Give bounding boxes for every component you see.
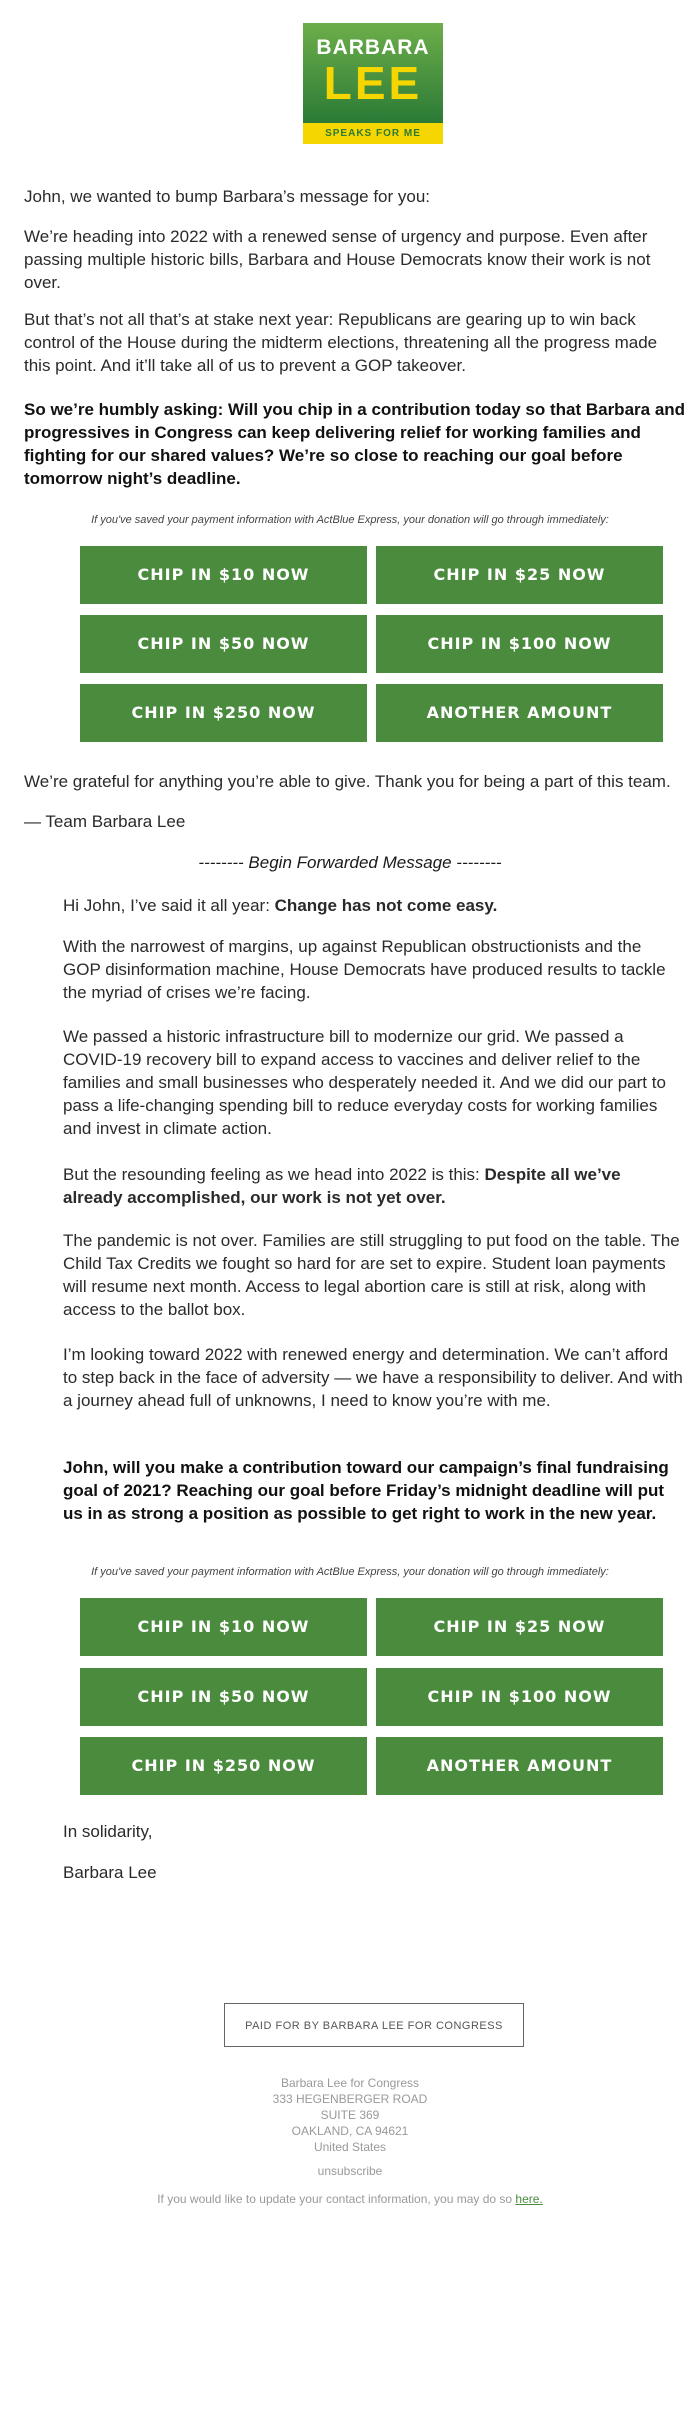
address-org: Barbara Lee for Congress: [280, 2076, 420, 2090]
chip-in-25-button[interactable]: CHIP IN $25 NOW: [376, 546, 663, 604]
letter-paragraph-4-text: But the resounding feeling as we head into 2022 is this:: [63, 1165, 485, 1184]
another-amount-button-2[interactable]: ANOTHER AMOUNT: [376, 1737, 663, 1795]
update-text: If you would like to update your contact information, you may do so: [157, 2192, 516, 2206]
unsubscribe-link[interactable]: unsubscribe: [317, 2164, 383, 2178]
address-city: OAKLAND, CA 94621: [291, 2124, 409, 2138]
actblue-note: If you've saved your payment information with ActBlue Express, your donation will go through immediately:: [91, 514, 609, 526]
letter-opening: [63, 894, 683, 917]
chip-in-50-button-2[interactable]: CHIP IN $50 NOW: [80, 1668, 367, 1726]
letter-paragraph-4: [63, 1163, 683, 1209]
logo-first-name: BARBARA: [316, 36, 430, 59]
actblue-note-2: If you've saved your payment information with ActBlue Express, your donation will go through immediately:: [91, 1566, 609, 1578]
chip-in-250-button-2[interactable]: CHIP IN $250 NOW: [80, 1737, 367, 1795]
chip-in-250-button[interactable]: CHIP IN $250 NOW: [80, 684, 367, 742]
address-street: 333 HEGENBERGER ROAD: [272, 2092, 428, 2106]
chip-in-10-button-2[interactable]: CHIP IN $10 NOW: [80, 1598, 367, 1656]
another-amount-button[interactable]: ANOTHER AMOUNT: [376, 684, 663, 742]
letter-ask: John, will you make a contribution toward our campaign’s final fundraising goal of 2021? Reaching our goal before Friday’s midnight deadline will put us in as strong a position as possible to get right to work in the new year.: [63, 1458, 669, 1523]
letter-opening-emphasis: Change has not come easy.: [274, 896, 498, 915]
campaign-logo: [303, 23, 443, 144]
letter-opening-text: Hi John, I’ve said it all year:: [63, 896, 275, 915]
letter-signature: Barbara Lee: [63, 1863, 157, 1882]
update-here-link[interactable]: here.: [515, 2192, 543, 2206]
forwarded-message-header: -------- Begin Forwarded Message --------: [198, 853, 502, 872]
intro-greeting: John, we wanted to bump Barbara’s message for you:: [24, 187, 431, 206]
logo-tagline: SPEAKS FOR ME: [303, 123, 443, 144]
chip-in-25-button-2[interactable]: CHIP IN $25 NOW: [376, 1598, 663, 1656]
intro-ask: So we’re humbly asking: Will you chip in a contribution today so that Barbara and progressives in Congress can keep delivering relief for working families and fighting for our shared values? We’re so close to reaching our goal before tomorrow night’s deadline.: [24, 400, 686, 488]
letter-paragraph-5: The pandemic is not over. Families are still struggling to put food on the table. The Child Tax Credits we fought so hard for are set to expire. Student loan payments will resume next month. Access to legal abortion care is still at risk, along with access to the ballot box.: [63, 1231, 680, 1319]
closing-signature: — Team Barbara Lee: [24, 812, 186, 831]
chip-in-100-button[interactable]: CHIP IN $100 NOW: [376, 615, 663, 673]
letter-signoff: In solidarity,: [63, 1822, 153, 1841]
update-contact-info: [0, 2192, 700, 2206]
intro-paragraph-2: But that’s not all that’s at stake next year: Republicans are gearing up to win back control of the House during the midterm elections, threatening all the progress made this point. And it’ll take all of us to prevent a GOP takeover.: [24, 310, 658, 375]
intro-paragraph-1: We’re heading into 2022 with a renewed sense of urgency and purpose. Even after passing multiple historic bills, Barbara and House Democrats know their work is not over.: [24, 227, 651, 292]
chip-in-10-button[interactable]: CHIP IN $10 NOW: [80, 546, 367, 604]
address-country: United States: [313, 2140, 387, 2154]
letter-paragraph-6: I’m looking toward 2022 with renewed energy and determination. We can’t afford to step back in the face of adversity — we have a responsibility to deliver. And with a journey ahead full of unknowns, I need to know you’re with me.: [63, 1345, 683, 1410]
chip-in-100-button-2[interactable]: CHIP IN $100 NOW: [376, 1668, 663, 1726]
letter-paragraph-4-emphasis: Despite all we’ve already accomplished, our work is not yet over.: [63, 1165, 621, 1207]
letter-paragraph-2: With the narrowest of margins, up against Republican obstructionists and the GOP disinformation machine, House Democrats have produced results to tackle the myriad of crises we’re facing.: [63, 937, 666, 1002]
paid-for-disclaimer: PAID FOR BY BARBARA LEE FOR CONGRESS: [224, 2003, 524, 2047]
chip-in-50-button[interactable]: CHIP IN $50 NOW: [80, 615, 367, 673]
closing-thanks: We’re grateful for anything you’re able to give. Thank you for being a part of this team.: [24, 772, 671, 791]
address-suite: SUITE 369: [320, 2108, 380, 2122]
letter-paragraph-3: We passed a historic infrastructure bill to modernize our grid. We passed a COVID-19 recovery bill to expand access to vaccines and deliver relief to the families and small businesses who desperately needed it. And we did our part to pass a life-changing spending bill to reduce everyday costs for working families and invest in climate action.: [63, 1027, 666, 1138]
logo-last-name: LEE: [323, 57, 423, 109]
